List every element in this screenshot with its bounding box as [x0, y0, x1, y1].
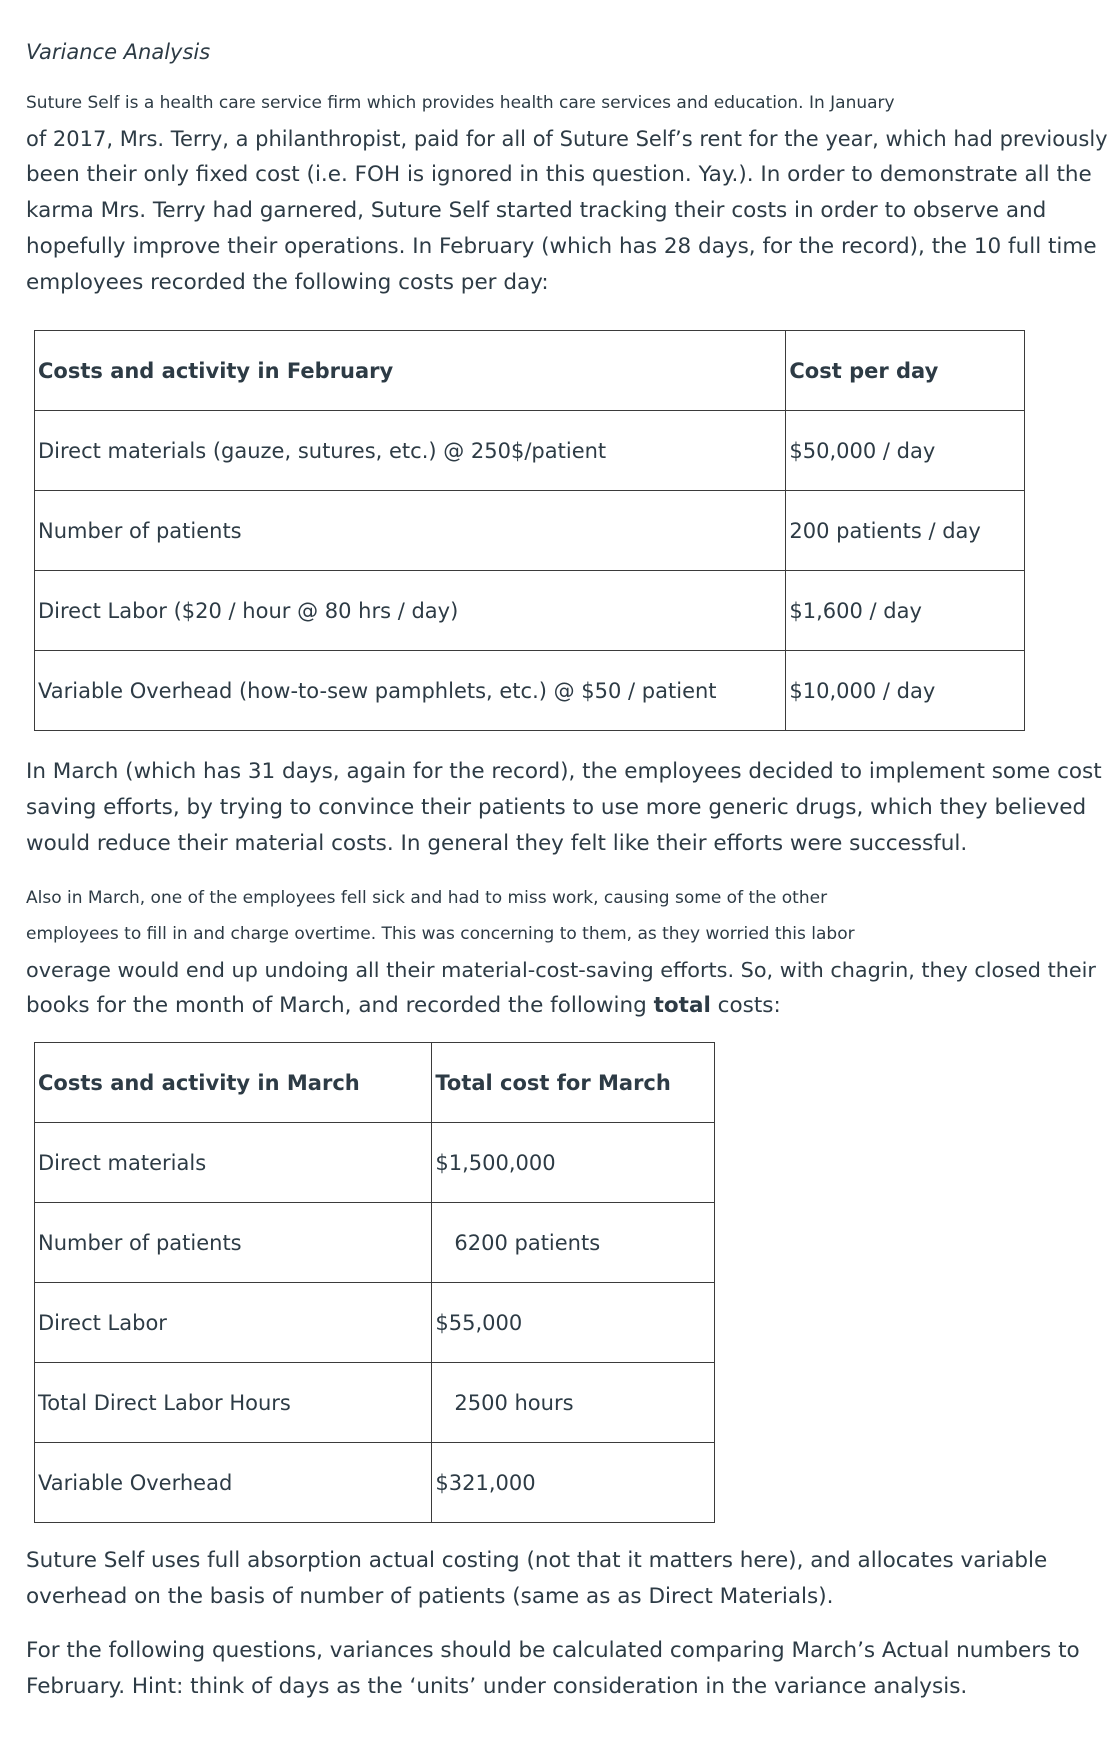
table-header-row: [35, 331, 1025, 411]
table-row: [35, 1283, 715, 1363]
table-row: [35, 491, 1025, 571]
table-cell: 2500 hours: [432, 1363, 715, 1443]
table-cell: Direct materials (gauze, sutures, etc.) @ 250$/patient: [35, 411, 786, 491]
table-row: [35, 1443, 715, 1523]
table-row: [35, 1363, 715, 1443]
table-row: [35, 1203, 715, 1283]
table-cell: Variable Overhead (how-to-sew pamphlets, etc.) @ $50 / patient: [35, 651, 786, 731]
emphasis-total: total: [653, 993, 711, 1018]
table-cell: $321,000: [432, 1443, 715, 1523]
sick-text: costs:: [710, 993, 781, 1018]
table-cell: $50,000 / day: [786, 411, 1025, 491]
intro-line: karma Mrs. Terry had garnered, Suture Self started tracking their costs in order to observe and: [26, 198, 1047, 223]
table-cell: Direct Labor: [35, 1283, 432, 1363]
sick-line-last: [26, 988, 1096, 1024]
sick-text: books for the month of March, and recorded the following: [26, 993, 654, 1018]
table-cell: $1,500,000: [432, 1123, 715, 1203]
sick-line: employees to fill in and charge overtime. This was concerning to them, as they worried this labor: [26, 924, 855, 944]
table-row: [35, 411, 1025, 491]
table-cell: Variable Overhead: [35, 1443, 432, 1523]
table-header-cell: Cost per day: [786, 331, 1025, 411]
intro-line: employees recorded the following costs per day:: [26, 270, 549, 295]
table-cell: Direct Labor ($20 / hour @ 80 hrs / day): [35, 571, 786, 651]
intro-line: Suture Self is a health care service firm which provides health care services and education. In January: [26, 93, 895, 113]
intro-line: hopefully improve their operations. In February (which has 28 days, for the record), the 10 full time: [26, 234, 1097, 259]
table-cell: Number of patients: [35, 1203, 432, 1283]
march-paragraph: [26, 754, 1102, 862]
sick-line: overage would end up undoing all their material-cost-saving efforts. So, with chagrin, they closed their: [26, 958, 1096, 982]
sick-line: Also in March, one of the employees fell sick and had to miss work, causing some of the other: [26, 888, 828, 908]
march-costs-table: [34, 1042, 715, 1523]
intro-paragraph: [26, 85, 1108, 301]
sick-paragraph: [26, 880, 1096, 1024]
section-heading: Variance Analysis: [26, 40, 211, 64]
table-header-cell: Costs and activity in February: [35, 331, 786, 411]
march-line: would reduce their material costs. In general they felt like their efforts were successful.: [26, 831, 968, 856]
intro-line: been their only fixed cost (i.e. FOH is ignored in this question. Yay.). In order to demonstrate all the: [26, 162, 1092, 187]
table-cell: Total Direct Labor Hours: [35, 1363, 432, 1443]
table-cell: $10,000 / day: [786, 651, 1025, 731]
table-header-cell: Costs and activity in March: [35, 1043, 432, 1123]
final-line: For the following questions, variances should be calculated comparing March’s Actual numbers to: [26, 1638, 1080, 1663]
march-line: In March (which has 31 days, again for the record), the employees decided to implement some cost: [26, 759, 1102, 784]
table-cell: 6200 patients: [432, 1203, 715, 1283]
table-cell: Number of patients: [35, 491, 786, 571]
costing-line: Suture Self uses full absorption actual costing (not that it matters here), and allocates variable: [26, 1548, 1048, 1573]
february-costs-table: [34, 330, 1025, 731]
table-row: [35, 651, 1025, 731]
intro-line: of 2017, Mrs. Terry, a philanthropist, paid for all of Suture Self’s rent for the year, which had previously: [26, 127, 1108, 151]
table-cell: $1,600 / day: [786, 571, 1025, 651]
table-cell: Direct materials: [35, 1123, 432, 1203]
table-row: [35, 1123, 715, 1203]
table-row: [35, 571, 1025, 651]
table-header-cell: Total cost for March: [432, 1043, 715, 1123]
final-paragraph: [26, 1633, 1080, 1705]
march-line: saving efforts, by trying to convince their patients to use more generic drugs, which they believed: [26, 795, 1087, 820]
table-header-row: [35, 1043, 715, 1123]
costing-paragraph: [26, 1543, 1047, 1615]
costing-line: overhead on the basis of number of patients (same as as Direct Materials).: [26, 1584, 834, 1609]
table-cell: $55,000: [432, 1283, 715, 1363]
table-cell: 200 patients / day: [786, 491, 1025, 571]
final-line: February. Hint: think of days as the ‘units’ under consideration in the variance analysis.: [26, 1674, 968, 1699]
